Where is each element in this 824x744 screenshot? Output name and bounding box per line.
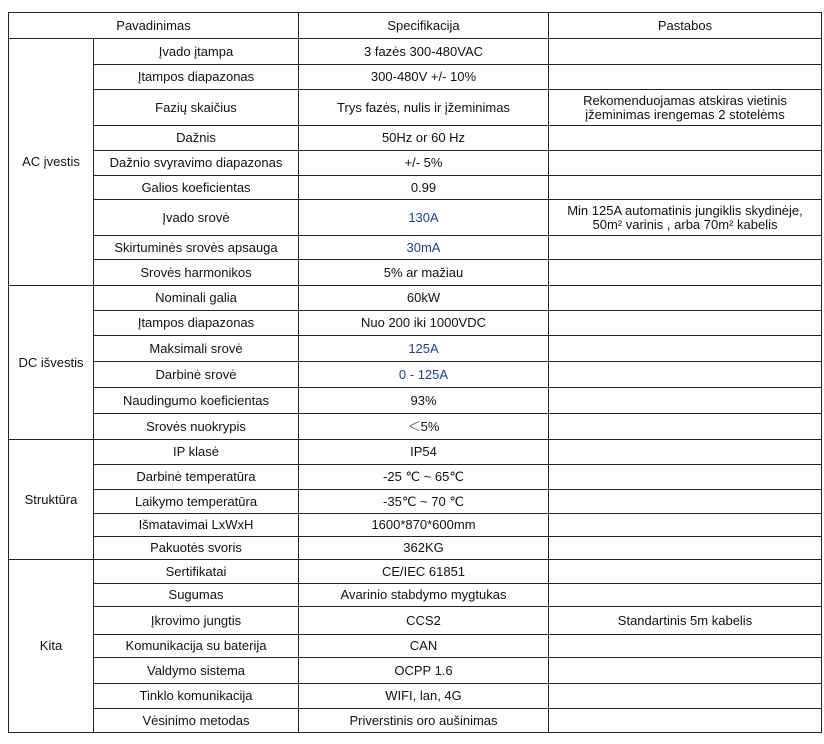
table-row bbox=[9, 65, 822, 90]
param-note bbox=[549, 388, 822, 414]
param-spec: 0.99 bbox=[299, 176, 549, 200]
table-row bbox=[9, 260, 822, 286]
param-name: Išmatavimai LxWxH bbox=[94, 514, 299, 537]
table-row bbox=[9, 414, 822, 440]
param-note bbox=[549, 414, 822, 440]
table-row bbox=[9, 39, 822, 65]
param-note: Rekomenduojamas atskiras vietinis įžeminimas irengemas 2 stotelėms bbox=[549, 90, 822, 126]
param-note bbox=[549, 151, 822, 176]
param-note bbox=[549, 39, 822, 65]
table-row bbox=[9, 126, 822, 151]
header-name: Pavadinimas bbox=[9, 13, 299, 39]
param-name: Srovės harmonikos bbox=[94, 260, 299, 286]
param-name: Sugumas bbox=[94, 584, 299, 607]
param-spec: ＜5% bbox=[299, 414, 549, 440]
table-row bbox=[9, 200, 822, 236]
param-note bbox=[549, 260, 822, 286]
param-spec: 1600*870*600mm bbox=[299, 514, 549, 537]
param-spec: OCPP 1.6 bbox=[299, 658, 549, 684]
group-label: DC išvestis bbox=[9, 286, 94, 440]
param-note bbox=[549, 465, 822, 490]
table-row bbox=[9, 311, 822, 336]
param-name: Įkrovimo jungtis bbox=[94, 607, 299, 635]
param-spec: 50Hz or 60 Hz bbox=[299, 126, 549, 151]
param-name: Tinklo komunikacija bbox=[94, 684, 299, 709]
param-note bbox=[549, 684, 822, 709]
param-note bbox=[549, 176, 822, 200]
table-row bbox=[9, 584, 822, 607]
param-note bbox=[549, 490, 822, 514]
param-name: Maksimali srovė bbox=[94, 336, 299, 362]
spec-body bbox=[9, 39, 822, 733]
param-note: Min 125A automatinis jungiklis skydinėje, 50m² varinis , arba 70m² kabelis bbox=[549, 200, 822, 236]
param-name: Laikymo temperatūra bbox=[94, 490, 299, 514]
table-row bbox=[9, 362, 822, 388]
table-row bbox=[9, 635, 822, 658]
param-name: IP klasė bbox=[94, 440, 299, 465]
param-note bbox=[549, 658, 822, 684]
table-row bbox=[9, 607, 822, 635]
table-row bbox=[9, 236, 822, 260]
param-spec: 30mA bbox=[299, 236, 549, 260]
table-row bbox=[9, 440, 822, 465]
table-row bbox=[9, 490, 822, 514]
param-note bbox=[549, 286, 822, 311]
table-row bbox=[9, 537, 822, 560]
header-spec: Specifikacija bbox=[299, 13, 549, 39]
group-label: Struktūra bbox=[9, 440, 94, 560]
param-spec: 5% ar mažiau bbox=[299, 260, 549, 286]
spec-table bbox=[8, 12, 822, 733]
param-note bbox=[549, 65, 822, 90]
param-name: Nominali galia bbox=[94, 286, 299, 311]
param-spec: 125A bbox=[299, 336, 549, 362]
param-name: Įvado įtampa bbox=[94, 39, 299, 65]
table-row bbox=[9, 388, 822, 414]
param-name: Sertifikatai bbox=[94, 560, 299, 584]
table-row bbox=[9, 151, 822, 176]
param-spec: 362KG bbox=[299, 537, 549, 560]
param-spec: 300-480V +/- 10% bbox=[299, 65, 549, 90]
table-row bbox=[9, 336, 822, 362]
param-spec: -35℃ ~ 70 ℃ bbox=[299, 490, 549, 514]
param-spec: 60kW bbox=[299, 286, 549, 311]
param-spec: IP54 bbox=[299, 440, 549, 465]
param-note bbox=[549, 236, 822, 260]
param-note bbox=[549, 336, 822, 362]
param-name: Įtampos diapazonas bbox=[94, 65, 299, 90]
param-note: Standartinis 5m kabelis bbox=[549, 607, 822, 635]
param-name: Darbinė srovė bbox=[94, 362, 299, 388]
group-label: Kita bbox=[9, 560, 94, 733]
param-note bbox=[549, 311, 822, 336]
table-row bbox=[9, 684, 822, 709]
param-spec: Nuo 200 iki 1000VDC bbox=[299, 311, 549, 336]
group-label: AC įvestis bbox=[9, 39, 94, 286]
param-name: Vėsinimo metodas bbox=[94, 709, 299, 733]
param-spec: Avarinio stabdymo mygtukas bbox=[299, 584, 549, 607]
param-spec: 130A bbox=[299, 200, 549, 236]
param-spec: 0 - 125A bbox=[299, 362, 549, 388]
param-spec: 93% bbox=[299, 388, 549, 414]
param-spec: CE/IEC 61851 bbox=[299, 560, 549, 584]
header-row bbox=[9, 13, 822, 39]
param-name: Dažnis bbox=[94, 126, 299, 151]
param-name: Fazių skaičius bbox=[94, 90, 299, 126]
param-name: Srovės nuokrypis bbox=[94, 414, 299, 440]
param-spec: 3 fazės 300-480VAC bbox=[299, 39, 549, 65]
param-note bbox=[549, 126, 822, 151]
param-name: Naudingumo koeficientas bbox=[94, 388, 299, 414]
param-spec: +/- 5% bbox=[299, 151, 549, 176]
param-spec: CAN bbox=[299, 635, 549, 658]
param-note bbox=[549, 362, 822, 388]
table-row bbox=[9, 658, 822, 684]
param-name: Pakuotės svoris bbox=[94, 537, 299, 560]
param-name: Įtampos diapazonas bbox=[94, 311, 299, 336]
param-spec: -25 ℃ ~ 65℃ bbox=[299, 465, 549, 490]
header-notes: Pastabos bbox=[549, 13, 822, 39]
param-note bbox=[549, 537, 822, 560]
param-name: Įvado srovė bbox=[94, 200, 299, 236]
param-spec: WIFI, lan, 4G bbox=[299, 684, 549, 709]
param-name: Skirtuminės srovės apsauga bbox=[94, 236, 299, 260]
param-name: Galios koeficientas bbox=[94, 176, 299, 200]
param-name: Darbinė temperatūra bbox=[94, 465, 299, 490]
param-note bbox=[549, 514, 822, 537]
param-note bbox=[549, 584, 822, 607]
param-note bbox=[549, 440, 822, 465]
param-spec: Priverstinis oro aušinimas bbox=[299, 709, 549, 733]
table-row bbox=[9, 560, 822, 584]
param-name: Dažnio svyravimo diapazonas bbox=[94, 151, 299, 176]
table-row bbox=[9, 465, 822, 490]
table-row bbox=[9, 90, 822, 126]
param-note bbox=[549, 635, 822, 658]
param-note bbox=[549, 560, 822, 584]
param-name: Valdymo sistema bbox=[94, 658, 299, 684]
table-row bbox=[9, 286, 822, 311]
param-spec: Trys fazės, nulis ir įžeminimas bbox=[299, 90, 549, 126]
param-spec: CCS2 bbox=[299, 607, 549, 635]
param-name: Komunikacija su baterija bbox=[94, 635, 299, 658]
table-row bbox=[9, 176, 822, 200]
table-row bbox=[9, 709, 822, 733]
param-note bbox=[549, 709, 822, 733]
table-row bbox=[9, 514, 822, 537]
